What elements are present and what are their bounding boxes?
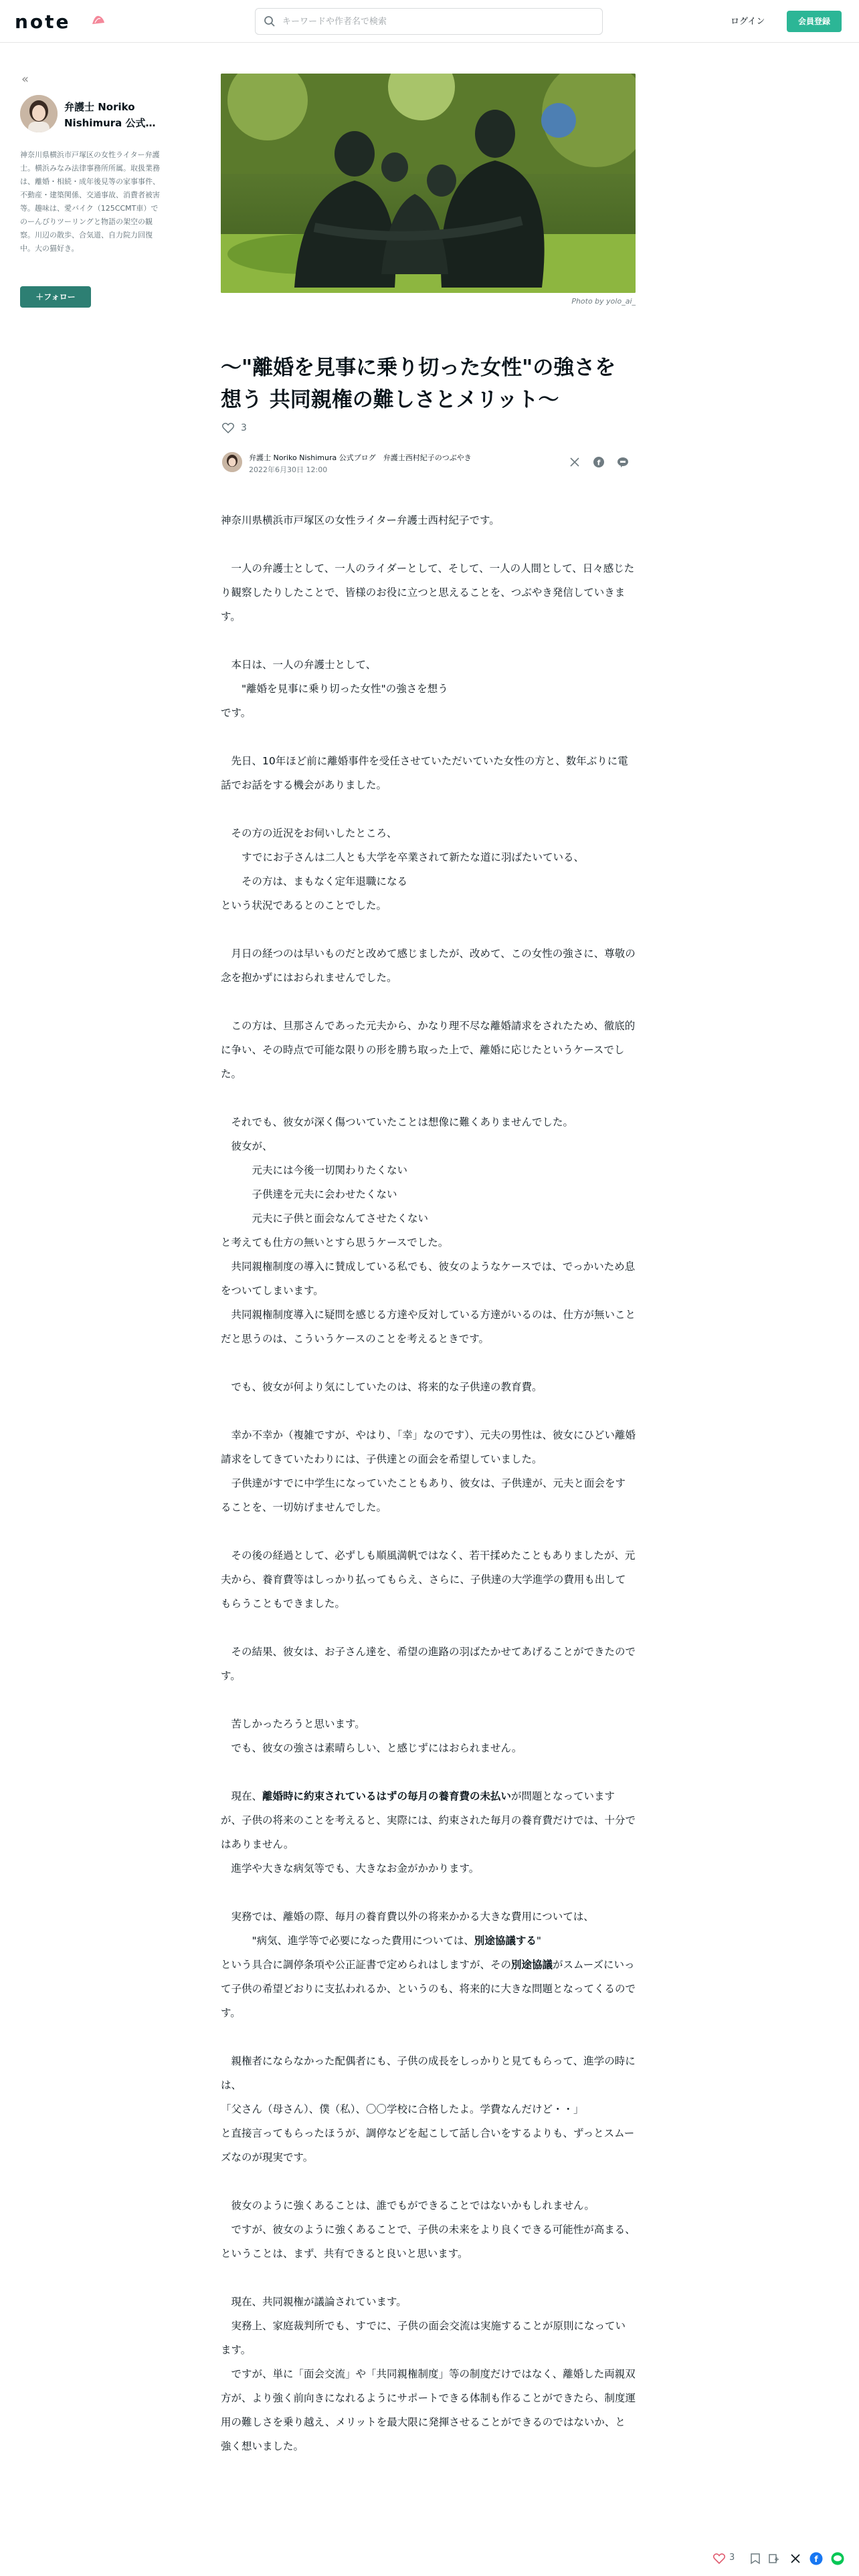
svg-text:f: f (814, 2555, 818, 2564)
like-counter[interactable] (222, 423, 247, 433)
author-avatar[interactable] (20, 95, 58, 132)
article-body (221, 508, 636, 2482)
article-paragraph: 本日は、一人の弁護士として、 "離婚を見事に乗り切った女性"の強さを想う です。 (221, 659, 448, 719)
article-paragraph: それでも、彼女が深く傷ついていたことは想像に難くありませんでした。 彼女が、 元夫には今後一切関わりたくない 子供達を元夫に会わせたくない 元夫に子供と面会なんてさせたくない と考えても仕方の無いとすら思うケースでした。 共同親権制度の導入に賛成している私でも、彼女のようなケースでは、でっかいため息をついてしまいます。 共同親権制度導入に疑問を感じる方達や反対している方達がいるのは、仕方が無いことだと思うのは、こういうケースのことを考えるときです。 (221, 1116, 636, 1345)
line-share-icon[interactable] (617, 456, 629, 468)
article-paragraph: その方の近況をお伺いしたところ、 すでにお子さんは二人とも大学を卒業されて新たな道に羽ばたいている、 その方は、まもなく定年退職になる という状況であるとのことでした。 (221, 827, 584, 911)
byline (221, 449, 636, 476)
signup-button[interactable]: 会員登録 (787, 11, 842, 32)
byline-avatar-portrait (222, 452, 242, 472)
article-paragraph: 現在、共同親権が議論されています。 実務上、家庭裁判所でも、すでに、子供の面会交流は実施することが原則になっています。 ですが、単に「面会交流」や「共同親権制度」等の制度だけではなく、離婚した両親双方が、より強く前向きになれるようにサポートできる体制も作ることができたら、制度運用の難しさを乗り越え、メリットを最大限に発揮させることができるのではないか、と強く想いました。 (221, 2296, 636, 2452)
author-name[interactable]: 弁護士 Noriko Nishimura 公式… (64, 101, 156, 129)
like-count: 3 (241, 423, 247, 433)
article-paragraph: 実務では、離婚の際、毎月の養育費以外の将来かかる大きな費用については、 "病気、進学等で必要になった費用については、別途協議する" という具合に調停条項や公正証書で定められはしますが、その別途協議がスムーズにいって子供の希望どおりに支払われるか、というのも、将来的に大きな問題となってくるのです。 (221, 1911, 636, 2019)
byline-avatar[interactable] (222, 452, 242, 472)
search-box[interactable] (255, 8, 603, 35)
avatar-portrait (20, 95, 58, 132)
note-logo[interactable]: note (15, 11, 71, 33)
publish-date: 2022年6月30日 12:00 (249, 465, 328, 474)
facebook-share-icon[interactable] (593, 456, 605, 468)
site-header (0, 0, 859, 43)
facebook-share-icon[interactable] (809, 2552, 823, 2565)
photo-credit[interactable]: Photo by yolo_ai_ (571, 297, 636, 306)
login-link[interactable]: ログイン (731, 17, 765, 27)
article-paragraph: 神奈川県横浜市戸塚区の女性ライター弁護士西村紀子です。 (221, 514, 500, 526)
article-paragraph: 親権者にならなかった配偶者にも、子供の成長をしっかりと見てもらって、進学の時には、 「父さん（母さん）、僕（私）、〇〇学校に合格したよ。学費なんだけど・・」 と直接言ってもらったほうが、調停などを起こして話し合いをするよりも、ずっとスムーズなのが現実です。 (221, 2055, 636, 2163)
follow-button[interactable]: ＋フォロー (20, 286, 91, 308)
search-input[interactable] (282, 9, 597, 34)
article-paragraph: 彼女のように強くあることは、誰でもができることではないかもしれません。 ですが、彼女のように強くあることで、子供の未来をより良くできる可能性が高まる、ということは、まず、共有できると良いと思います。 (221, 2199, 636, 2260)
article-paragraph: でも、彼女が何より気にしていたのは、将来的な子供達の教育費。 (221, 1381, 543, 1393)
author-bio: 神奈川県横浜市戸塚区の女性ライター弁護士。横浜みなみ法律事務所所属。取扱業務は、離婚・相続・成年後見等の家事事件、不動産・建築関係、交通事故、消費者被害等。趣味は、愛バイク（125CCMT車）でのーんびりツーリングと物語の架空の観察。川辺の散歩、合気道、自力院力回復中。大の猫好き。 (20, 150, 160, 253)
sculpture-photo (221, 74, 636, 293)
article-paragraph: 先日、10年ほど前に離婚事件を受任させていただいていた女性の方と、数年ぶりに電話でお話をする機会がありました。 (221, 755, 628, 791)
x-share-icon[interactable] (569, 456, 581, 468)
heart-icon[interactable] (713, 2552, 725, 2565)
article-title: 〜"離婚を見事に乗り切った女性"の強さを想う 共同親権の難しさとメリット〜 (221, 356, 616, 412)
svg-text:f: f (597, 458, 601, 467)
magazine-add-icon[interactable] (768, 2552, 780, 2565)
emphasis-text: 離婚時に約束されているはずの毎月の養育費の未払い (262, 1790, 512, 1802)
emphasis-text: 別途協議する (474, 1935, 537, 1947)
x-share-icon[interactable] (789, 2552, 801, 2565)
heart-icon[interactable] (222, 423, 234, 433)
emphasis-text: 別途協議 (511, 1959, 553, 1971)
article-paragraph: 月日の経つのは早いものだと改めて感じましたが、改めて、この女性の強さに、尊敬の念を抱かずにはおられませんでした。 (221, 948, 636, 984)
article-paragraph: 一人の弁護士として、一人のライダーとして、そして、一人の人間として、日々感じたり観察したりしたことで、皆様のお役に立つと思えることを、つぶやき発信していきます。 (221, 562, 635, 623)
floating-action-bar (696, 2545, 859, 2572)
bookmark-icon[interactable] (749, 2552, 761, 2565)
article-paragraph: 現在、離婚時に約束されているはずの毎月の養育費の未払いが問題となっていますが、子供の将来のことを考えると、実際には、約束された毎月の養育費だけでは、十分ではありません。 進学や大きな病気等でも、大きなお金がかかります。 (221, 1790, 636, 1874)
article-paragraph: 幸か不幸か（複雑ですが、やはり、「幸」なのです）、元夫の男性は、彼女にひどい離婚請求をしてきていたわりには、子供達との面会を希望していました。 子供達がすでに中学生になっていたこともあり、彼女は、子供達が、元夫と面会をすることを、一切妨げませんでした。 (221, 1429, 636, 1513)
hero-image (221, 74, 636, 293)
logo-mark-icon (91, 13, 106, 25)
article-paragraph: その後の経過として、必ずしも順風満帆ではなく、若干揉めたこともありましたが、元夫から、養育費等はしっかり払ってもらえ、さらに、子供達の大学進学の費用も出してもらうこともできました。 (221, 1549, 636, 1610)
collapse-sidebar-icon[interactable]: « (21, 72, 29, 86)
bottom-like-count: 3 (729, 2553, 735, 2563)
article-paragraph: 苦しかったろうと思います。 でも、彼女の強さは素晴らしい、と感じずにはおられません。 (231, 1718, 522, 1754)
line-share-icon[interactable] (831, 2552, 844, 2565)
article-paragraph: その結果、彼女は、お子さん達を、希望の進路の羽ばたかせてあげることができたのです。 (221, 1646, 636, 1682)
search-icon (264, 15, 276, 27)
byline-author[interactable]: 弁護士 Noriko Nishimura 公式ブログ 弁護士西村紀子のつぶやき (249, 453, 472, 462)
article-paragraph: この方は、旦那さんであった元夫から、かなり理不尽な離婚請求をされたため、徹底的に争い、その時点で可能な限りの形を勝ち取った上で、離婚に応じたというケースでした。 (221, 1020, 636, 1080)
